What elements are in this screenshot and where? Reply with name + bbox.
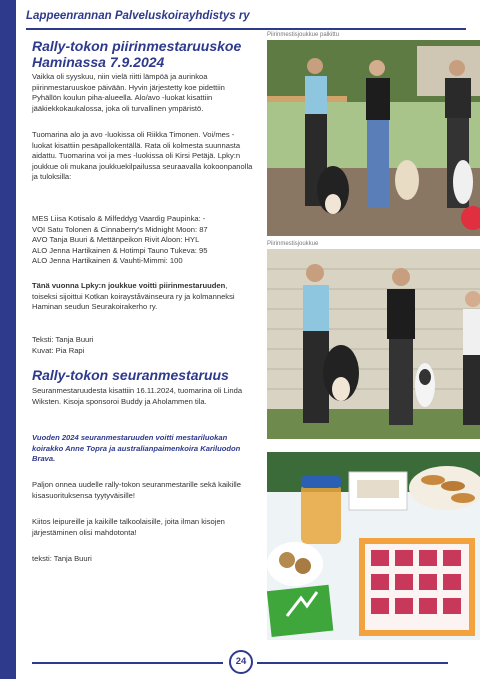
article1-paragraph1: Vaikka oli syyskuu, niin vielä riitti lämpöä ja aurinkoa piirinmestaruuskoe päivään. Hyvin järjestetty koe pidettiin Pyhällön koulun piha-alueella. Alo/avo -luokat kisattiin jääkiekkokaukalossa, joka oli turvallinen ympäristö. [32, 72, 225, 113]
article2-title: Rally-tokon seuranmestaruus [32, 367, 229, 383]
article1-title [32, 38, 241, 70]
highlight-bold: Tänä vuonna Lpky:n joukkue voitti piirinmestaruuden [32, 281, 226, 290]
article2-paragraph4: Kiitos leipureille ja kaikille talkoolaisille, joita ilman kisojen järjestäminen olisi mahdotonta! [32, 517, 225, 537]
team-award-photo [267, 40, 480, 236]
footer-line-left [32, 662, 223, 664]
page-header [26, 6, 466, 30]
highlight-rest: , toiseksi sijoittui Kotkan koirayståväinseura ry ja kolmanneksi Haminan seudun Seurakoirakerho ry. [32, 281, 235, 312]
article2-paragraph1: Seuranmestaruudesta kisattiin 16.11.2024, tuomarina oli Linda Wiksten. Kisoja sponsoroi Buddy ja Aholammen tila. [32, 386, 243, 406]
team-photo [267, 249, 480, 439]
footer-line-right [257, 662, 448, 664]
result-item: VOI Satu Tolonen & Cinnaberry's Midnight Moon: 87 [32, 224, 208, 234]
article1-paragraph2: Tuomarina alo ja avo -luokissa oli Riikka Timonen. Voi/mes -luokat kisattiin pesäpallokentällä. Rata oli kolmesta suunnasta aidattu. Tuomarina voi ja mes -luokissa oli Kirsi Petäjä. Lpky:n joukkue oli mukana joukkuekilpailussa seuraavalla kokoonpanolla ja tuloksilla: [32, 130, 253, 182]
results-list [32, 214, 254, 267]
article1-highlight [32, 281, 254, 313]
result-item: MES Liisa Kotisalo & Milfeddyg Vaardig Paupinka: - [32, 214, 206, 223]
pastry-table-photo [267, 452, 480, 640]
result-item: AVO Tanja Buuri & Mettänpeikon Rivit Aloon: HYL [32, 235, 200, 245]
article2-paragraph2: Vuoden 2024 seuranmestaruuden voitti mestariluokan koirakko Anne Topra ja australianpaimenkoira Kariluodon Brava. [32, 433, 241, 464]
result-item: ALO Jenna Hartikainen & Hotimpi Tauno Tukeva: 95 [32, 245, 208, 255]
article2-paragraph3: Paljon onnea uudelle rally-tokon seuranmestarille sekä kaikille kisasuorituksensa tyytyväisille! [32, 480, 241, 500]
credit-photos: Kuvat: Pia Rapi [32, 345, 85, 355]
left-accent-bar [0, 0, 16, 679]
credit-text: Teksti: Tanja Buuri [32, 335, 94, 344]
page-number: 24 [229, 650, 253, 674]
article2-credit: teksti: Tanja Buuri [32, 554, 92, 563]
article1-title-line1: Rally-tokon piirinmestaruuskoe [32, 38, 242, 54]
article1-credits [32, 335, 254, 356]
photo2-caption: Piirinmestisjoukkue [267, 241, 319, 247]
header-title: Lappeenrannan Palveluskoirayhdistys ry [26, 10, 250, 22]
article1-title-line2: Haminassa 7.9.2024 [32, 54, 165, 70]
photo1-caption: Piirinmestisjoukkue palkittu [267, 32, 340, 38]
result-item: ALO Jenna Hartikainen & Vauhti-Mimmi: 100 [32, 256, 183, 266]
